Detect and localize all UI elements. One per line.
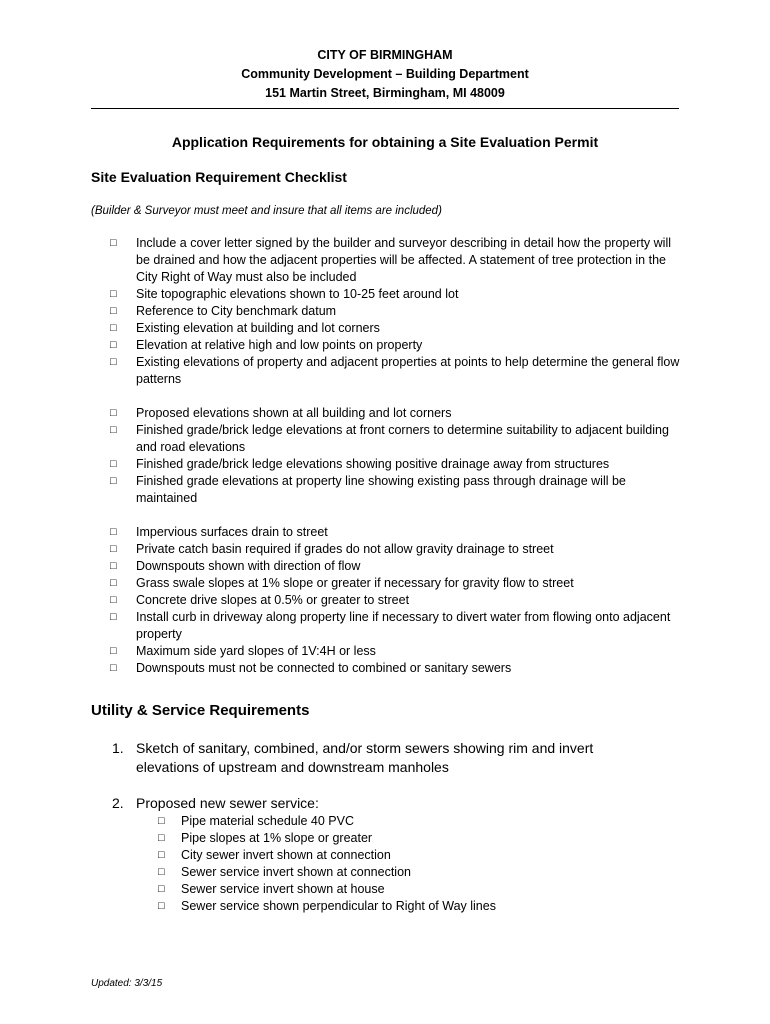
site-evaluation-checklist <box>0 235 770 694</box>
checkbox-icon[interactable]: □ <box>158 815 165 827</box>
checklist-item-text: Downspouts must not be connected to combined or sanitary sewers <box>136 661 512 675</box>
checklist-item <box>0 235 681 286</box>
checklist-heading: Site Evaluation Requirement Checklist <box>91 169 347 185</box>
sewer-checklist-item-text: Sewer service invert shown at house <box>181 882 385 896</box>
checklist-item-text: Install curb in driveway along property line if necessary to divert water from flowing onto adjacent property <box>136 610 671 641</box>
letterhead-address: 151 Martin Street, Birmingham, MI 48009 <box>265 86 505 100</box>
checklist-item <box>0 575 681 592</box>
checklist-item <box>0 303 681 320</box>
checkbox-icon[interactable]: □ <box>110 611 117 623</box>
checklist-item <box>0 558 681 575</box>
checkbox-icon[interactable]: □ <box>110 526 117 538</box>
checklist-item <box>0 286 681 303</box>
checkbox-icon[interactable]: □ <box>110 288 117 300</box>
checklist-item <box>0 422 681 456</box>
checklist-item-text: Existing elevation at building and lot corners <box>136 321 380 335</box>
utility-item-text: Proposed new sewer service: <box>136 795 319 811</box>
sewer-service-checklist <box>0 813 770 915</box>
checkbox-icon[interactable]: □ <box>110 662 117 674</box>
checklist-item <box>0 541 681 558</box>
sewer-checklist-item <box>0 864 770 881</box>
checklist-item <box>0 643 681 660</box>
checkbox-icon[interactable]: □ <box>110 339 117 351</box>
sewer-checklist-item <box>0 881 770 898</box>
checkbox-icon[interactable]: □ <box>110 543 117 555</box>
updated-date: Updated: 3/3/15 <box>91 978 163 989</box>
checklist-item <box>0 524 681 541</box>
checkbox-icon[interactable]: □ <box>110 577 117 589</box>
checklist-group-existing <box>0 235 770 388</box>
checklist-item <box>0 660 681 677</box>
checklist-item <box>0 473 681 507</box>
checkbox-icon[interactable]: □ <box>110 645 117 657</box>
checklist-item-text: Elevation at relative high and low points on property <box>136 338 423 352</box>
checkbox-icon[interactable]: □ <box>110 424 117 436</box>
checklist-item <box>0 609 681 643</box>
checklist-item-text: Finished grade/brick ledge elevations showing positive drainage away from structures <box>136 457 610 471</box>
sewer-checklist-item <box>0 847 770 864</box>
checklist-item <box>0 592 681 609</box>
letterhead-department: Community Development – Building Department <box>241 67 529 81</box>
utility-item-2 <box>0 794 770 813</box>
utility-section-heading: Utility & Service Requirements <box>91 702 310 719</box>
checkbox-icon[interactable]: □ <box>110 407 117 419</box>
checklist-item-text: Existing elevations of property and adjacent properties at points to help determine the general flow patterns <box>136 355 680 386</box>
document-title: Application Requirements for obtaining a Site Evaluation Permit <box>171 134 599 150</box>
checkbox-icon[interactable]: □ <box>110 594 117 606</box>
checklist-group-proposed <box>0 405 770 507</box>
sewer-checklist-item-text: Sewer service shown perpendicular to Right of Way lines <box>181 899 496 913</box>
checklist-item <box>0 456 681 473</box>
checklist-item-text: Impervious surfaces drain to street <box>136 525 328 539</box>
checklist-item-text: Site topographic elevations shown to 10-25 feet around lot <box>136 287 459 301</box>
utility-item-number: 1. <box>112 740 124 756</box>
checklist-item-text: Downspouts shown with direction of flow <box>136 559 361 573</box>
sewer-checklist-item <box>0 830 770 847</box>
checklist-item <box>0 337 681 354</box>
checklist-group-drainage <box>0 524 770 677</box>
header-divider <box>91 108 679 109</box>
checkbox-icon[interactable]: □ <box>158 849 165 861</box>
utility-item-1 <box>0 739 770 777</box>
checkbox-icon[interactable]: □ <box>158 866 165 878</box>
checkbox-icon[interactable]: □ <box>158 883 165 895</box>
letterhead-city: CITY OF BIRMINGHAM <box>317 48 453 62</box>
checkbox-icon[interactable]: □ <box>110 305 117 317</box>
utility-item-text: Sketch of sanitary, combined, and/or storm sewers showing rim and invert elevations of upstream and downstream manholes <box>136 740 594 775</box>
checklist-item-text: Grass swale slopes at 1% slope or greater if necessary for gravity flow to street <box>136 576 574 590</box>
sewer-checklist-item <box>0 898 770 915</box>
checkbox-icon[interactable]: □ <box>158 832 165 844</box>
sewer-checklist-item-text: City sewer invert shown at connection <box>181 848 391 862</box>
checkbox-icon[interactable]: □ <box>110 322 117 334</box>
checklist-item-text: Private catch basin required if grades do not allow gravity drainage to street <box>136 542 554 556</box>
checklist-note: (Builder & Surveyor must meet and insure that all items are included) <box>91 205 442 217</box>
checklist-item-text: Finished grade elevations at property line showing existing pass through drainage will be maintained <box>136 474 626 505</box>
checklist-item-text: Include a cover letter signed by the builder and surveyor describing in detail how the property will be drained and how the adjacent properties will be affected. A statement of tree protection in the City Right of Way must also be included <box>136 236 672 284</box>
checklist-item <box>0 405 681 422</box>
checkbox-icon[interactable]: □ <box>110 475 117 487</box>
checklist-item-text: Concrete drive slopes at 0.5% or greater to street <box>136 593 410 607</box>
checkbox-icon[interactable]: □ <box>158 900 165 912</box>
checkbox-icon[interactable]: □ <box>110 560 117 572</box>
sewer-checklist-item-text: Sewer service invert shown at connection <box>181 865 411 879</box>
checkbox-icon[interactable]: □ <box>110 458 117 470</box>
checkbox-icon[interactable]: □ <box>110 237 117 249</box>
sewer-checklist-item-text: Pipe slopes at 1% slope or greater <box>181 831 373 845</box>
checklist-item-text: Reference to City benchmark datum <box>136 304 337 318</box>
checklist-item <box>0 354 681 388</box>
letterhead <box>0 46 770 103</box>
sewer-checklist-item <box>0 813 770 830</box>
sewer-checklist-item-text: Pipe material schedule 40 PVC <box>181 814 355 828</box>
checklist-item-text: Finished grade/brick ledge elevations at front corners to determine suitability to adjacent building and road elevations <box>136 423 669 454</box>
checklist-item <box>0 320 681 337</box>
checklist-item-text: Proposed elevations shown at all building and lot corners <box>136 406 452 420</box>
checkbox-icon[interactable]: □ <box>110 356 117 368</box>
checklist-item-text: Maximum side yard slopes of 1V:4H or less <box>136 644 376 658</box>
utility-item-number: 2. <box>112 795 124 811</box>
